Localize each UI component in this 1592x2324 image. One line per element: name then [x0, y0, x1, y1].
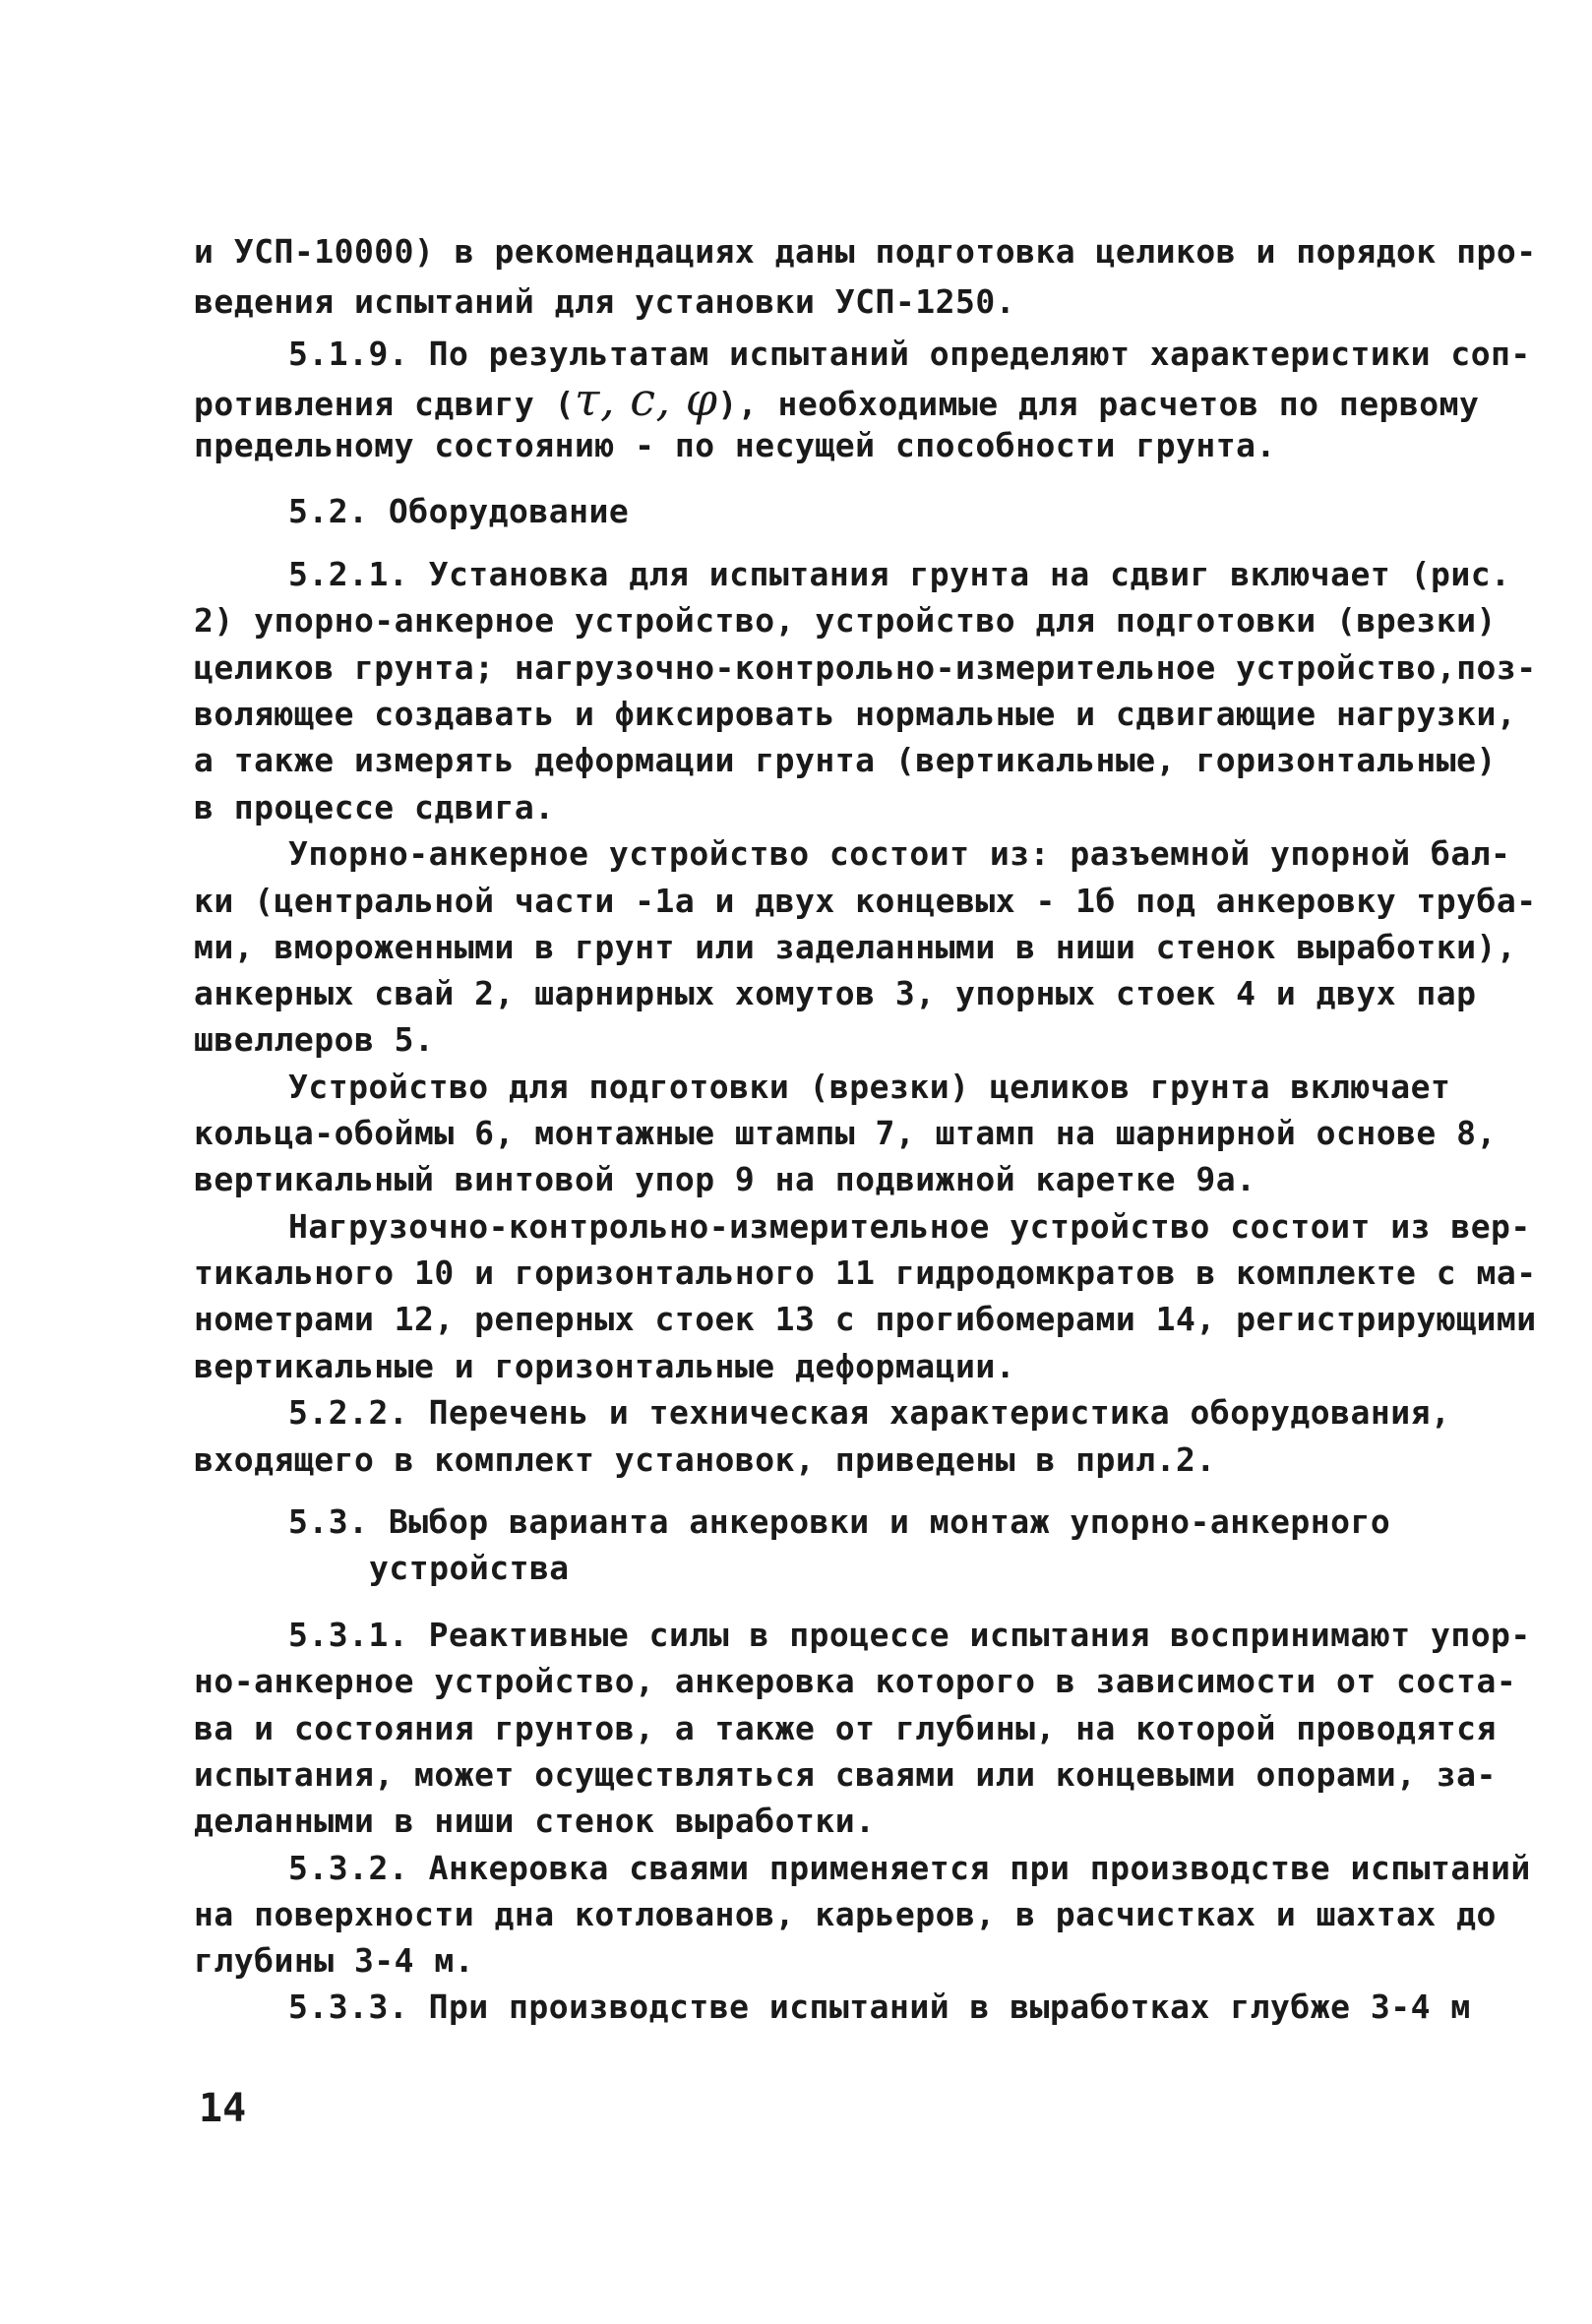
text-line-20: вертикальный винтовой упор 9 на подвижной каретке 9а.	[194, 1160, 1256, 1198]
text-line-37: 5.3.3. При производстве испытаний в выработках глубже 3-4 м	[288, 1988, 1471, 2026]
text-line-33: деланными в ниши стенок выработки.	[194, 1802, 876, 1840]
text-line-26: входящего в комплект установок, приведены в прил.2.	[194, 1440, 1216, 1479]
text-line-22: тикального 10 и горизонтального 11 гидродомкратов в комплекте с ма-	[194, 1254, 1537, 1292]
section-heading-5-2: 5.2. Оборудование	[288, 492, 630, 530]
page-number: 14	[199, 2086, 247, 2131]
text-line-8: 2) упорно-анкерное устройство, устройство для подготовки (врезки)	[194, 601, 1497, 640]
text-line-15: ми, вмороженными в грунт или заделанными в ниши стенок выработки),	[194, 928, 1517, 966]
text-line-18: Устройство для подготовки (врезки) целиков грунта включает	[288, 1068, 1451, 1106]
text-line-21: Нагрузочно-контрольно-измерительное устройство состоит из вер-	[288, 1207, 1531, 1246]
text-line-9: целиков грунта; нагрузочно-контрольно-измерительное устройство,поз-	[194, 648, 1537, 687]
text-line-25: 5.2.2. Перечень и техническая характеристика оборудования,	[288, 1393, 1451, 1432]
text-line-14: ки (центральной части -1а и двух концевых - 1б под анкеровку труба-	[194, 882, 1537, 920]
text-line-11: а также измерять деформации грунта (вертикальные, горизонтальные)	[194, 741, 1497, 779]
text-line-32: испытания, может осуществляться сваями или концевыми опорами, за-	[194, 1755, 1497, 1794]
text-line-13: Упорно-анкерное устройство состоит из: разъемной упорной бал-	[288, 834, 1511, 873]
text-line-4	[194, 373, 1480, 426]
text-line-17: швеллеров 5.	[194, 1020, 435, 1059]
text-line-19: кольца-обоймы 6, монтажные штампы 7, штамп на шарнирной основе 8,	[194, 1114, 1497, 1152]
text-line-31: ва и состояния грунтов, а также от глубины, на которой проводятся	[194, 1709, 1497, 1747]
text-line-7: 5.2.1. Установка для испытания грунта на сдвиг включает (рис.	[288, 555, 1511, 593]
text-line-4-end: ), необходимые для расчетов по первому	[717, 385, 1480, 423]
section-heading-5-3: 5.3. Выбор варианта анкеровки и монтаж упорно-анкерного	[288, 1502, 1391, 1541]
text-line-36: глубины 3-4 м.	[194, 1941, 475, 1980]
text-line-23: нометрами 12, реперных стоек 13 с прогибомерами 14, регистрирующими	[194, 1300, 1537, 1338]
section-heading-5-3-cont: устройства	[369, 1549, 570, 1587]
text-line-3: 5.1.9. По результатам испытаний определяют характеристики соп-	[288, 335, 1531, 373]
text-line-24: вертикальные и горизонтальные деформации.	[194, 1347, 1016, 1385]
text-line-10: воляющее создавать и фиксировать нормальные и сдвигающие нагрузки,	[194, 695, 1517, 733]
text-line-5: предельному состоянию - по несущей способности грунта.	[194, 426, 1276, 464]
text-line-34: 5.3.2. Анкеровка сваями применяется при производстве испытаний	[288, 1849, 1531, 1887]
text-line-12: в процессе сдвига.	[194, 788, 555, 826]
text-line-4-start: ротивления сдвигу (	[194, 385, 575, 423]
text-line-29: 5.3.1. Реактивные силы в процессе испытания воспринимают упор-	[288, 1616, 1531, 1654]
text-line-2: ведения испытаний для установки УСП-1250.	[194, 282, 1016, 321]
text-line-1: и УСП-10000) в рекомендациях даны подготовка целиков и порядок про-	[194, 232, 1537, 271]
text-line-35: на поверхности дна котлованов, карьеров, в расчистках и шахтах до	[194, 1895, 1497, 1933]
text-line-30: но-анкерное устройство, анкеровка которого в зависимости от соста-	[194, 1662, 1517, 1700]
handwritten-symbols: τ, c, φ	[575, 373, 718, 426]
text-line-16: анкерных свай 2, шарнирных хомутов 3, упорных стоек 4 и двух пар	[194, 974, 1477, 1012]
